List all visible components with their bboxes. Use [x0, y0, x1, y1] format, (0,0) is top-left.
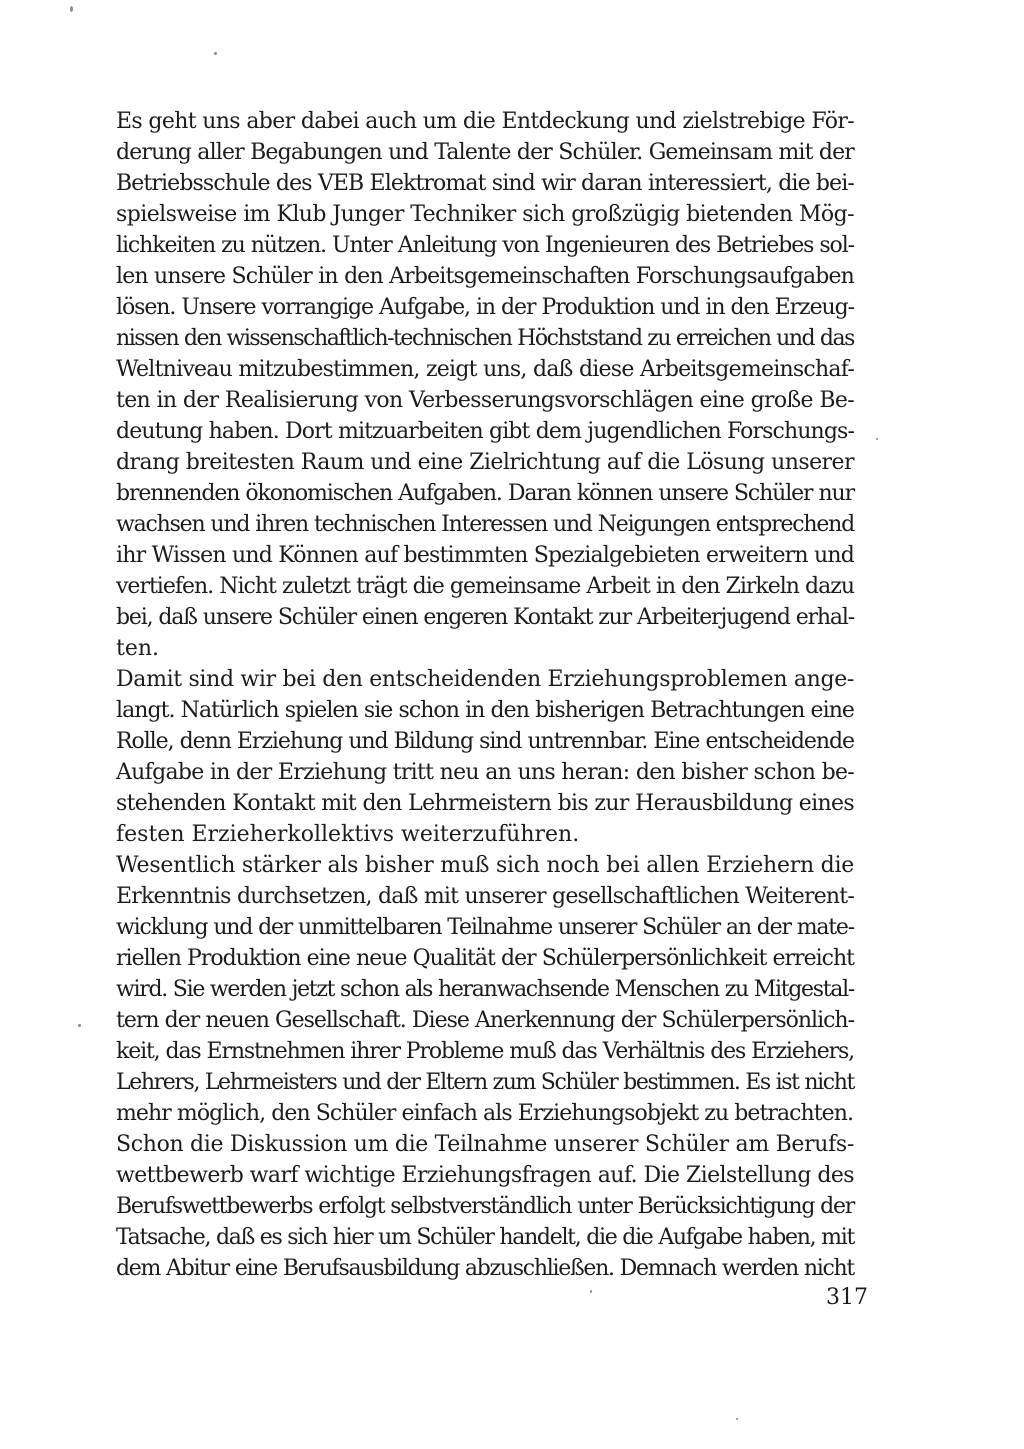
text-line: derung aller Begabungen und Talente der Schüler. Gemeinsam mit der — [116, 140, 854, 165]
text-line: len unsere Schüler in den Arbeitsgemeinschaften Forschungsaufgaben — [116, 264, 854, 289]
body-text — [116, 106, 854, 1284]
paragraph-2 — [116, 664, 854, 850]
text-line: Weltniveau mitzubestimmen, zeigt uns, daß diese Arbeitsgemeinschaf- — [116, 357, 854, 382]
text-line: Lehrers, Lehrmeisters und der Eltern zum Schüler bestimmen. Es ist nicht — [116, 1070, 854, 1095]
text-line: Berufswettbewerbs erfolgt selbstverständlich unter Berücksichtigung der — [116, 1194, 854, 1219]
text-line: Wesentlich stärker als bisher muß sich noch bei allen Erziehern die — [116, 853, 854, 878]
text-line: dem Abitur eine Berufsausbildung abzuschließen. Demnach werden nicht — [116, 1256, 854, 1281]
text-line: ihr Wissen und Können auf bestimmten Spezialgebieten erweitern und — [116, 543, 854, 568]
text-line: vertiefen. Nicht zuletzt trägt die gemeinsame Arbeit in den Zirkeln dazu — [116, 574, 854, 599]
paragraph-4 — [116, 1129, 854, 1284]
text-line: ten in der Realisierung von Verbesserungsvorschlägen eine große Be- — [116, 388, 854, 413]
text-line: bei, daß unsere Schüler einen engeren Kontakt zur Arbeiterjugend erhal- — [116, 605, 854, 630]
text-line: tern der neuen Gesellschaft. Diese Anerkennung der Schülerpersönlich- — [116, 1008, 854, 1033]
text-line: Rolle, denn Erziehung und Bildung sind untrennbar. Eine entscheidende — [116, 729, 854, 754]
paragraph-3 — [116, 850, 854, 1129]
text-line: wachsen und ihren technischen Interessen und Neigungen entsprechend — [116, 512, 854, 537]
text-line: Erkenntnis durchsetzen, daß mit unserer gesellschaftlichen Weiterent- — [116, 884, 854, 909]
page-number: 317 — [826, 1285, 868, 1310]
text-line: wird. Sie werden jetzt schon als heranwachsende Menschen zu Mitgestal- — [116, 977, 854, 1002]
text-line: keit, das Ernstnehmen ihrer Probleme muß das Verhältnis des Erziehers, — [116, 1039, 854, 1064]
text-line: drang breitesten Raum und eine Zielrichtung auf die Lösung unserer — [116, 450, 854, 475]
text-line: Betriebsschule des VEB Elektromat sind wir daran interessiert, die bei- — [116, 171, 854, 196]
scan-speck — [214, 52, 217, 55]
scan-speck — [876, 438, 878, 440]
scan-speck — [590, 1290, 592, 1293]
text-line: lösen. Unsere vorrangige Aufgabe, in der Produktion und in den Erzeug- — [116, 295, 854, 320]
text-line: langt. Natürlich spielen sie schon in den bisherigen Betrachtungen eine — [116, 698, 854, 723]
text-line: ten. — [116, 636, 160, 661]
text-line: stehenden Kontakt mit den Lehrmeistern bis zur Herausbildung eines — [116, 791, 854, 816]
paragraph-1 — [116, 106, 854, 664]
text-line: deutung haben. Dort mitzuarbeiten gibt dem jugendlichen Forschungs- — [116, 419, 854, 444]
text-line: riellen Produktion eine neue Qualität der Schülerpersönlichkeit erreicht — [116, 946, 854, 971]
text-line: wicklung und der unmittelbaren Teilnahme unserer Schüler an der mate- — [116, 915, 854, 940]
scan-speck — [78, 1024, 81, 1027]
text-line: Damit sind wir bei den entscheidenden Erziehungsproblemen ange- — [116, 667, 854, 692]
text-line: festen Erzieherkollektivs weiterzuführen. — [116, 822, 580, 847]
text-line: mehr möglich, den Schüler einfach als Erziehungsobjekt zu betrachten. — [116, 1101, 854, 1126]
text-line: Schon die Diskussion um die Teilnahme unserer Schüler am Berufs- — [116, 1132, 854, 1157]
scan-speck — [70, 6, 73, 12]
text-line: nissen den wissenschaftlich-technischen Höchststand zu erreichen und das — [116, 326, 854, 351]
text-line: Es geht uns aber dabei auch um die Entdeckung und zielstrebige För- — [116, 109, 854, 134]
scan-speck — [736, 1418, 738, 1420]
text-line: spielsweise im Klub Junger Techniker sich großzügig bietenden Mög- — [116, 202, 854, 227]
text-line: brennenden ökonomischen Aufgaben. Daran können unsere Schüler nur — [116, 481, 854, 506]
text-line: lichkeiten zu nützen. Unter Anleitung von Ingenieuren des Betriebes sol- — [116, 233, 854, 258]
text-line: wettbewerb warf wichtige Erziehungsfragen auf. Die Zielstellung des — [116, 1163, 854, 1188]
text-line: Aufgabe in der Erziehung tritt neu an uns heran: den bisher schon be- — [116, 760, 854, 785]
text-line: Tatsache, daß es sich hier um Schüler handelt, die die Aufgabe haben, mit — [116, 1225, 854, 1250]
